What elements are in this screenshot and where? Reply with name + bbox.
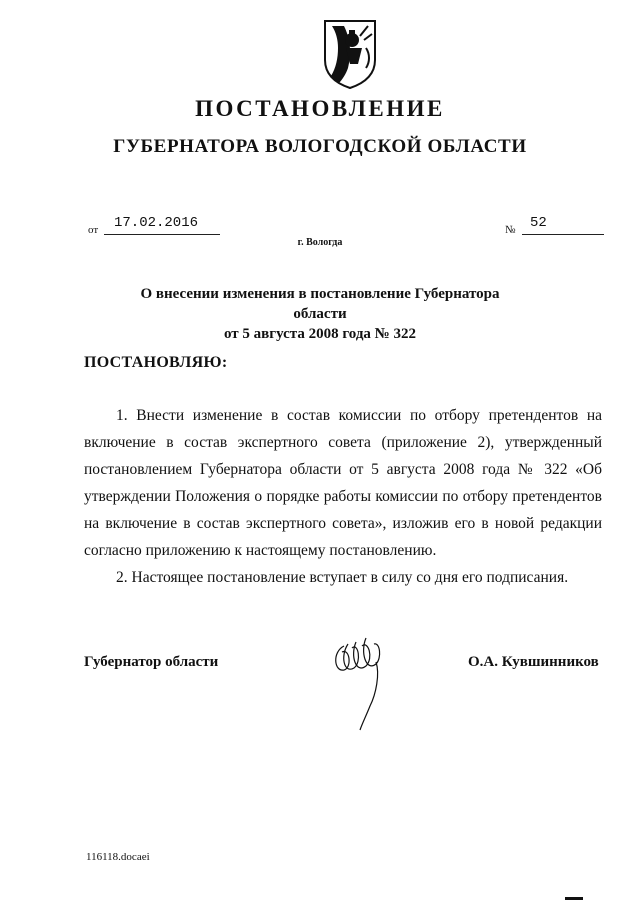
body-paragraph: 1. Внести изменение в состав комиссии по отбору претендентов на включение в состав экспертного совета (приложение 2), утвержденный постановлением Губернатора области от 5 августа 2008 года № 322 «Об утверждении Положения о порядке работы комиссии по отбору претендентов на включение в состав экспертного совета», изложив его в новой редакции согласно приложению к настоящему постановлению. [84, 407, 602, 559]
date-prefix: от [88, 224, 99, 236]
signatory-name: О.А. Кувшинников [468, 654, 599, 670]
decree-heading: ПОСТАНОВЛЯЮ: [84, 354, 228, 371]
signatory-position: Губернатор области [84, 654, 219, 670]
document-number: 52 [530, 215, 547, 231]
handwritten-signature [326, 630, 392, 734]
date-underline [104, 234, 220, 235]
document-title: ПОСТАНОВЛЕНИЕ [195, 96, 445, 121]
file-code: 116118.docaei [86, 851, 150, 863]
body-paragraph: 2. Настоящее постановление вступает в силу со дня его подписания. [116, 569, 569, 586]
scan-mark [565, 897, 583, 900]
subject-line: О внесении изменения в постановление Губернатора области [140, 286, 500, 322]
number-prefix: № [505, 224, 516, 236]
document-subject [120, 284, 520, 344]
document-city: г. Вологда [297, 237, 343, 248]
number-underline [522, 234, 604, 235]
document-date: 17.02.2016 [114, 215, 199, 231]
document-issuer: ГУБЕРНАТОРА ВОЛОГОДСКОЙ ОБЛАСТИ [113, 136, 527, 157]
subject-line: от 5 августа 2008 года № 322 [224, 326, 416, 342]
coat-of-arms-icon [322, 18, 378, 90]
